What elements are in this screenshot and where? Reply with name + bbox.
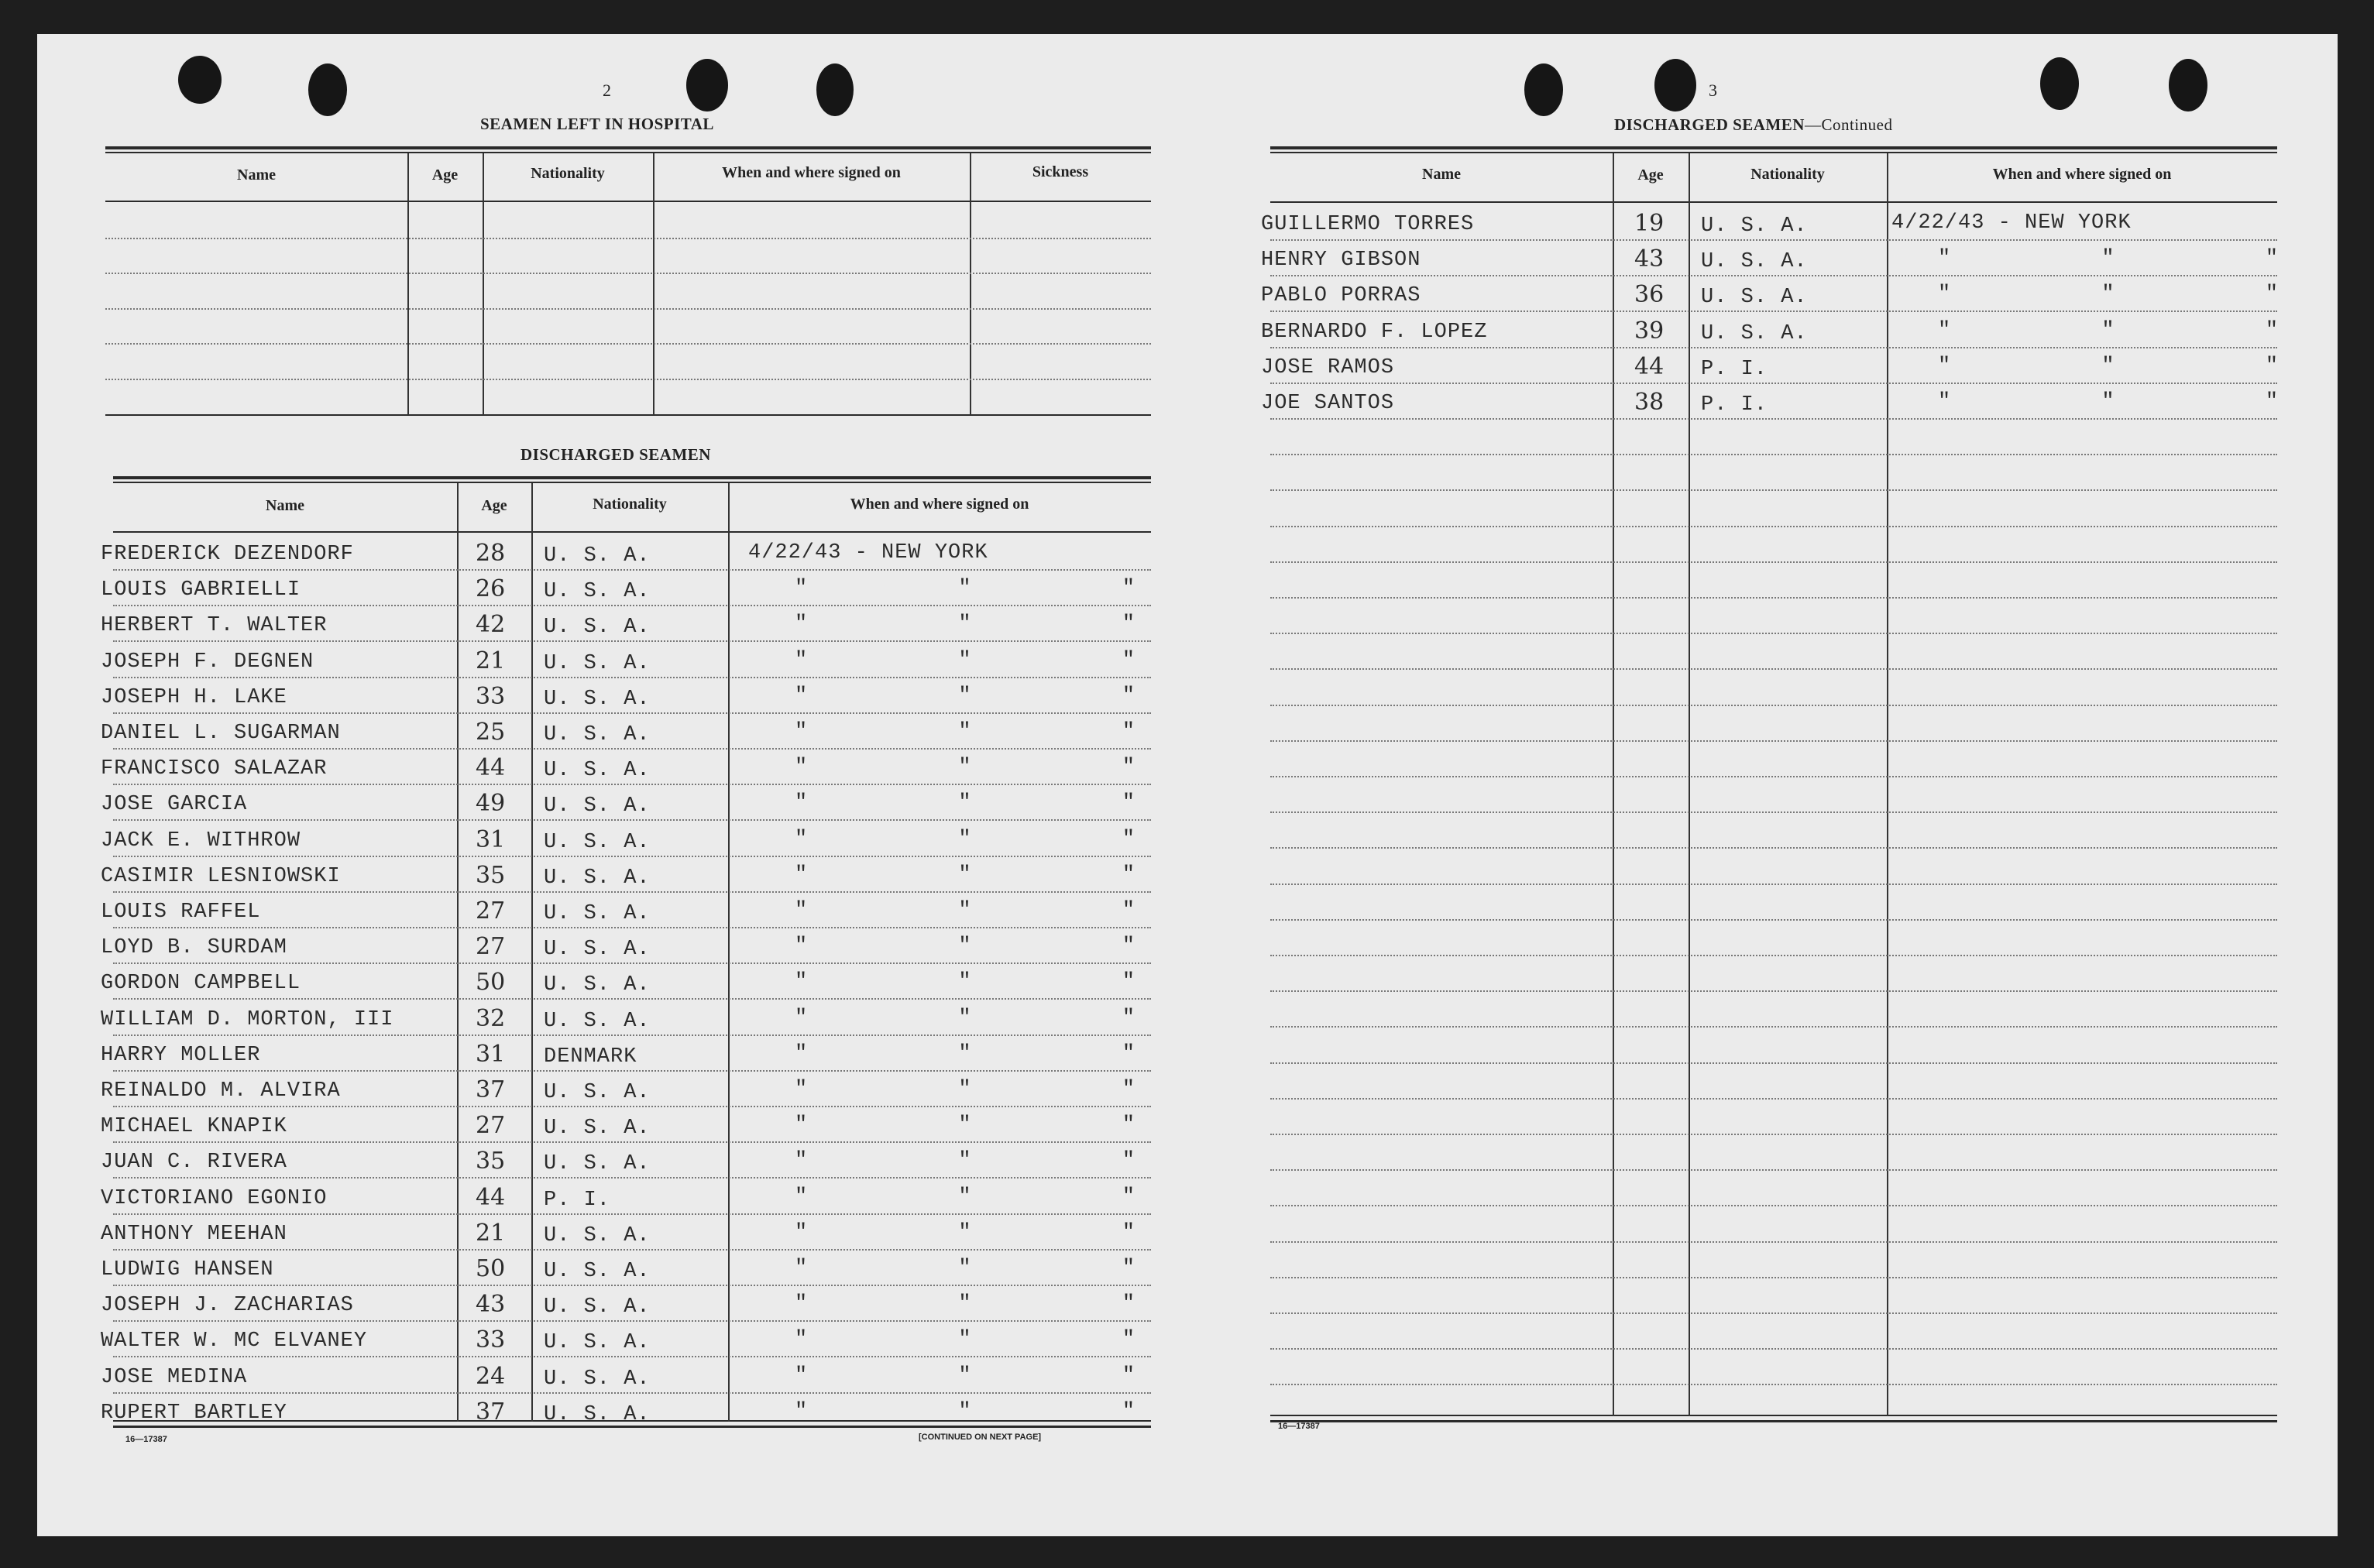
ruled-line [113, 1285, 1151, 1286]
seaman-nationality: U. S. A. [544, 902, 651, 925]
column-divider [1613, 153, 1614, 1416]
seaman-name: PABLO PORRAS [1261, 284, 1421, 308]
ruled-line [1270, 1241, 2277, 1243]
ruled-line [1270, 489, 2277, 491]
table-rule [113, 531, 1151, 533]
seaman-age: 37 [476, 1076, 506, 1103]
seaman-nationality: U. S. A. [544, 759, 651, 783]
ruled-line [1270, 847, 2277, 849]
seaman-nationality: U. S. A. [544, 616, 651, 640]
seaman-age: 38 [1634, 389, 1665, 416]
ruled-line [1270, 919, 2277, 921]
seaman-name: JOSE RAMOS [1261, 355, 1395, 379]
seaman-name: DANIEL L. SUGARMAN [101, 722, 341, 745]
ruled-line [1270, 1277, 2277, 1278]
ruled-line [1270, 275, 2277, 276]
column-header: Name [1422, 166, 1461, 183]
ruled-line [113, 712, 1151, 714]
seaman-age: 39 [1634, 317, 1665, 345]
continued-note: [CONTINUED ON NEXT PAGE] [919, 1432, 1042, 1442]
signed-on-info: " " " [1938, 390, 2290, 413]
seaman-nationality: U. S. A. [544, 1295, 651, 1319]
seaman-age: 21 [476, 1219, 506, 1247]
discharged-section-title: DISCHARGED SEAMEN [520, 445, 711, 464]
ruled-line [105, 308, 1151, 310]
seaman-nationality: P. I. [1701, 393, 1768, 417]
seaman-name: BERNARDO F. LOPEZ [1261, 320, 1488, 344]
seaman-age: 27 [476, 897, 506, 925]
signed-on-info: " " " [1938, 247, 2290, 271]
signed-on-info: " " " [795, 827, 1146, 851]
table-rule [1270, 152, 2277, 153]
column-header: Age [481, 497, 507, 514]
signed-on-info: " " " [795, 612, 1146, 636]
signed-on-info: " " " [1938, 283, 2290, 307]
signed-on-info: " " " [795, 899, 1146, 922]
ruled-line [113, 677, 1151, 678]
binder-hole-icon [686, 59, 728, 112]
hospital-section-title: SEAMEN LEFT IN HOSPITAL [480, 115, 714, 133]
table-rule [1270, 1420, 2277, 1422]
seaman-name: HENRY GIBSON [1261, 249, 1421, 273]
ruled-line [113, 1106, 1151, 1107]
seaman-nationality: U. S. A. [544, 1117, 651, 1141]
seaman-nationality: U. S. A. [544, 973, 651, 997]
ruled-line [1270, 418, 2277, 420]
ruled-line [113, 819, 1151, 821]
seaman-age: 25 [476, 719, 506, 746]
seaman-age: 35 [476, 1148, 506, 1175]
seaman-age: 36 [1634, 281, 1665, 309]
ruled-line [1270, 740, 2277, 742]
form-number: 16—17387 [125, 1435, 167, 1444]
binder-hole-icon [2040, 57, 2079, 110]
seaman-name: JOSE GARCIA [101, 793, 248, 817]
signed-on-info: " " " [795, 1113, 1146, 1137]
seaman-name: JUAN C. RIVERA [101, 1151, 287, 1175]
signed-on-info: " " " [795, 1078, 1146, 1101]
ruled-line [113, 1070, 1151, 1072]
seaman-name: ANTHONY MEEHAN [101, 1222, 287, 1246]
signed-on-info: " " " [1938, 354, 2290, 378]
seaman-age: 42 [476, 611, 506, 639]
seaman-name: JOSEPH J. ZACHARIAS [101, 1294, 354, 1318]
seaman-name: HERBERT T. WALTER [101, 614, 328, 638]
seaman-name: LOYD B. SURDAM [101, 936, 287, 960]
ruled-line [1270, 347, 2277, 348]
seaman-name: MICHAEL KNAPIK [101, 1115, 287, 1139]
ruled-line [1270, 1098, 2277, 1100]
ruled-line [1270, 1169, 2277, 1171]
column-header: Sickness [1032, 163, 1089, 180]
ruled-line [1270, 633, 2277, 634]
ruled-line [1270, 884, 2277, 885]
binder-hole-icon [816, 63, 854, 116]
ruled-line [113, 1141, 1151, 1143]
column-divider [1689, 153, 1690, 1416]
seaman-name: JOE SANTOS [1261, 392, 1395, 415]
column-header: Age [431, 166, 459, 184]
ruled-line [113, 891, 1151, 893]
ruled-line [113, 748, 1151, 750]
seaman-age: 26 [476, 575, 506, 603]
column-header: Nationality [531, 165, 605, 182]
title-continued: —Continued [1804, 115, 1893, 134]
seaman-nationality: U. S. A. [544, 830, 651, 854]
column-header: Age [1637, 166, 1664, 184]
table-rule [1270, 1415, 2277, 1416]
ruled-line [1270, 1348, 2277, 1350]
seaman-age: 44 [476, 754, 506, 782]
seaman-name: HARRY MOLLER [101, 1043, 261, 1067]
signed-on-info: " " " [795, 1328, 1146, 1352]
seaman-nationality: U. S. A. [1701, 286, 1808, 310]
signed-on-info: " " " [795, 1185, 1146, 1209]
ruled-line [1270, 597, 2277, 599]
ruled-line [113, 605, 1151, 606]
form-number: 16—17387 [1278, 1422, 1320, 1431]
seaman-nationality: U. S. A. [544, 651, 651, 675]
seaman-nationality: U. S. A. [544, 1009, 651, 1033]
signed-on-info: " " " [795, 970, 1146, 994]
continued-section-title [1614, 115, 1892, 135]
seaman-nationality: U. S. A. [544, 544, 651, 568]
seaman-age: 33 [476, 682, 506, 710]
column-divider [457, 483, 459, 1422]
ruled-line [105, 238, 1151, 239]
ruled-line [1270, 776, 2277, 777]
ruled-line [1270, 668, 2277, 670]
seaman-name: WILLIAM D. MORTON, III [101, 1007, 394, 1031]
seaman-nationality: U. S. A. [544, 1367, 651, 1391]
seaman-name: GORDON CAMPBELL [101, 972, 301, 996]
ruled-line [105, 343, 1151, 345]
signed-on-info: " " " [795, 1364, 1146, 1388]
signed-on-info: " " " [795, 1006, 1146, 1030]
column-header: Name [237, 166, 276, 184]
seaman-age: 24 [476, 1362, 506, 1390]
ruled-line [113, 962, 1151, 964]
ruled-line [1270, 955, 2277, 956]
ruled-line [113, 927, 1151, 928]
page-number: 3 [1709, 81, 1717, 100]
seaman-nationality: U. S. A. [1701, 250, 1808, 274]
seaman-nationality: U. S. A. [544, 723, 651, 746]
seaman-name: LUDWIG HANSEN [101, 1258, 274, 1282]
ruled-line [113, 1213, 1151, 1215]
ruled-line [113, 784, 1151, 785]
seaman-name: GUILLERMO TORRES [1261, 213, 1475, 236]
seaman-nationality: DENMARK [544, 1045, 637, 1069]
signed-on-info: " " " [795, 756, 1146, 780]
seaman-name: CASIMIR LESNIOWSKI [101, 864, 341, 888]
column-divider [1887, 153, 1888, 1416]
binder-hole-icon [178, 56, 222, 104]
seaman-nationality: U. S. A. [544, 1081, 651, 1104]
seaman-nationality: U. S. A. [544, 794, 651, 818]
ruled-line [113, 1177, 1151, 1179]
seaman-name: JOSEPH F. DEGNEN [101, 650, 314, 674]
ruled-line [1270, 1384, 2277, 1385]
column-divider [970, 153, 971, 415]
seaman-age: 19 [1634, 210, 1665, 237]
binder-hole-icon [2169, 59, 2207, 112]
ruled-line [1270, 526, 2277, 527]
seaman-nationality: U. S. A. [544, 687, 651, 711]
seaman-name: VICTORIANO EGONIO [101, 1186, 328, 1210]
signed-on-info: " " " [795, 577, 1146, 601]
seaman-nationality: U. S. A. [544, 938, 651, 962]
seaman-age: 44 [1634, 352, 1665, 380]
binder-hole-icon [308, 63, 347, 116]
document-sheet [37, 34, 2338, 1536]
seaman-nationality: U. S. A. [544, 1331, 651, 1355]
seaman-age: 27 [476, 933, 506, 961]
ruled-line [1270, 311, 2277, 312]
seaman-name: JOSE MEDINA [101, 1365, 248, 1389]
signed-on-info: 4/22/43 - NEW YORK [1891, 211, 2132, 235]
column-divider [653, 153, 654, 415]
seaman-name: LOUIS GABRIELLI [101, 578, 301, 602]
seaman-age: 27 [476, 1112, 506, 1140]
column-header: Nationality [593, 496, 667, 513]
ruled-line [113, 1320, 1151, 1322]
seaman-age: 50 [476, 1255, 506, 1282]
signed-on-info: " " " [795, 720, 1146, 743]
seaman-age: 43 [476, 1291, 506, 1319]
column-header: When and where signed on [722, 164, 901, 181]
seaman-age: 44 [476, 1183, 506, 1211]
binder-hole-icon [1654, 59, 1696, 112]
signed-on-info: " " " [795, 1257, 1146, 1280]
binder-hole-icon [1524, 63, 1563, 116]
seaman-nationality: P. I. [544, 1188, 611, 1212]
seaman-nationality: P. I. [1701, 357, 1768, 381]
seaman-age: 21 [476, 647, 506, 674]
seaman-age: 31 [476, 1040, 506, 1068]
ruled-line [1270, 239, 2277, 241]
signed-on-info: 4/22/43 - NEW YORK [748, 541, 988, 564]
signed-on-info: " " " [795, 684, 1146, 708]
seaman-age: 31 [476, 825, 506, 853]
seaman-age: 35 [476, 861, 506, 889]
ruled-line [1270, 1312, 2277, 1314]
seaman-nationality: U. S. A. [1701, 214, 1808, 238]
column-header: When and where signed on [850, 496, 1029, 513]
signed-on-info: " " " [795, 791, 1146, 815]
seaman-age: 32 [476, 1004, 506, 1032]
seaman-nationality: U. S. A. [544, 866, 651, 890]
seaman-nationality: U. S. A. [544, 1402, 651, 1426]
signed-on-info: " " " [795, 648, 1146, 672]
ruled-line [113, 1356, 1151, 1357]
signed-on-info: " " " [795, 935, 1146, 959]
signed-on-info: " " " [795, 1149, 1146, 1173]
signed-on-info: " " " [795, 1292, 1146, 1316]
title-main: DISCHARGED SEAMEN [1614, 115, 1805, 134]
signed-on-info: " " " [1938, 318, 2290, 342]
column-header: Name [266, 497, 304, 514]
seaman-nationality: U. S. A. [544, 1223, 651, 1247]
column-header: Nationality [1750, 166, 1825, 183]
seaman-name: RUPERT BARTLEY [101, 1401, 287, 1425]
ruled-line [1270, 383, 2277, 384]
seaman-age: 33 [476, 1326, 506, 1354]
seaman-age: 28 [476, 540, 506, 567]
ruled-line [1270, 1205, 2277, 1206]
ruled-line [1270, 705, 2277, 706]
seaman-name: WALTER W. MC ELVANEY [101, 1330, 368, 1354]
column-divider [728, 483, 730, 1422]
column-divider [483, 153, 484, 415]
ruled-line [113, 1034, 1151, 1036]
ruled-line [113, 856, 1151, 857]
signed-on-info: " " " [795, 1041, 1146, 1065]
seaman-name: JACK E. WITHROW [101, 829, 301, 853]
ruled-line [1270, 561, 2277, 563]
ruled-line [113, 998, 1151, 1000]
seaman-age: 50 [476, 969, 506, 997]
signed-on-info: " " " [795, 1220, 1146, 1244]
signed-on-info: " " " [795, 863, 1146, 887]
signed-on-info: " " " [795, 1399, 1146, 1423]
ruled-line [1270, 811, 2277, 813]
ruled-line [1270, 990, 2277, 992]
seaman-name: LOUIS RAFFEL [101, 901, 261, 924]
seaman-nationality: U. S. A. [1701, 321, 1808, 345]
table-rule [105, 146, 1151, 149]
ruled-line [105, 273, 1151, 274]
ruled-line [113, 569, 1151, 571]
seaman-name: FREDERICK DEZENDORF [101, 543, 354, 566]
table-rule [113, 482, 1151, 483]
ruled-line [113, 1249, 1151, 1251]
seaman-nationality: U. S. A. [544, 1260, 651, 1283]
column-divider [531, 483, 533, 1422]
ruled-line [1270, 1026, 2277, 1028]
ruled-line [113, 640, 1151, 642]
page-number: 2 [603, 81, 611, 100]
table-rule [1270, 201, 2277, 203]
table-rule [105, 152, 1151, 153]
seaman-age: 37 [476, 1398, 506, 1426]
table-rule [113, 476, 1151, 479]
table-rule [105, 201, 1151, 202]
column-header: When and where signed on [1992, 166, 2172, 183]
seaman-name: JOSEPH H. LAKE [101, 685, 287, 709]
ruled-line [1270, 1134, 2277, 1135]
ruled-line [1270, 1062, 2277, 1064]
seaman-nationality: U. S. A. [544, 1152, 651, 1176]
seaman-nationality: U. S. A. [544, 580, 651, 604]
seaman-name: FRANCISCO SALAZAR [101, 757, 328, 781]
ruled-line [1270, 454, 2277, 455]
table-rule [1270, 146, 2277, 149]
seaman-name: REINALDO M. ALVIRA [101, 1079, 341, 1103]
ruled-line [113, 1392, 1151, 1394]
ruled-line [105, 379, 1151, 380]
seaman-age: 43 [1634, 245, 1665, 273]
column-divider [407, 153, 409, 415]
table-rule [105, 414, 1151, 416]
seaman-age: 49 [476, 790, 506, 818]
